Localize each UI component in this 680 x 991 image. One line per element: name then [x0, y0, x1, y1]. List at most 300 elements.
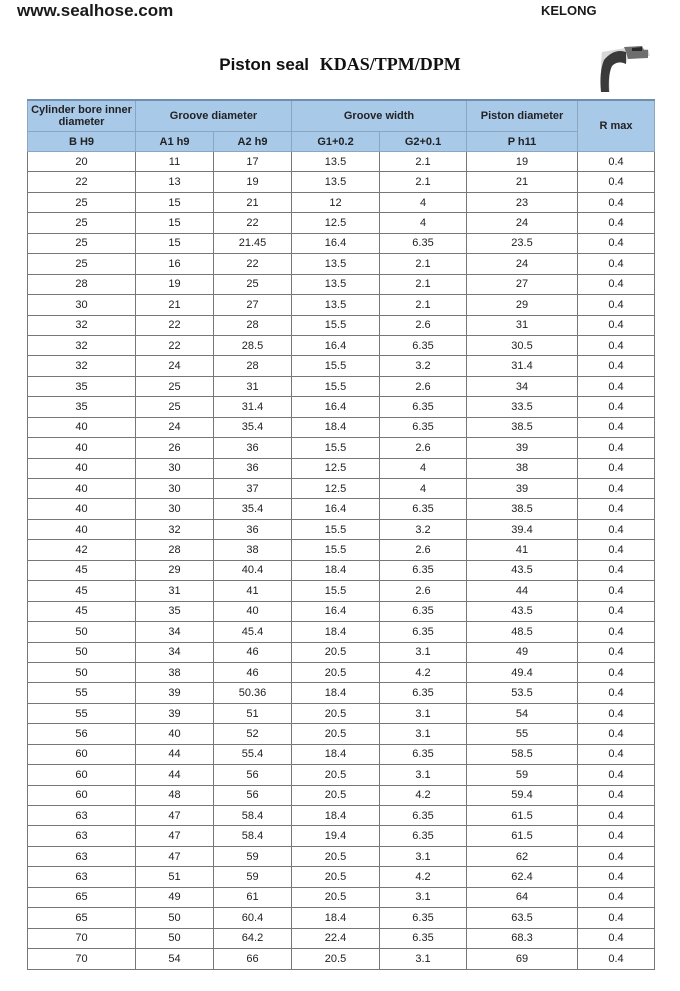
table-cell: 51 — [214, 703, 292, 723]
table-cell: 22 — [214, 254, 292, 274]
table-cell: 0.4 — [578, 887, 655, 907]
table-row — [28, 274, 655, 294]
table-cell: 55 — [467, 724, 578, 744]
table-cell: 22 — [136, 315, 214, 335]
table-cell: 16.4 — [292, 601, 380, 621]
table-cell: 16.4 — [292, 499, 380, 519]
table-cell: 60.4 — [214, 908, 292, 928]
table-cell: 15 — [136, 213, 214, 233]
table-cell: 0.4 — [578, 172, 655, 192]
table-cell: 30 — [136, 479, 214, 499]
table-cell: 39 — [467, 479, 578, 499]
table-cell: 2.6 — [380, 540, 467, 560]
table-cell: 43.5 — [467, 560, 578, 580]
table-cell: 22 — [28, 172, 136, 192]
table-cell: 61 — [214, 887, 292, 907]
table-row — [28, 519, 655, 539]
table-cell: 6.35 — [380, 335, 467, 355]
table-row — [28, 826, 655, 846]
table-cell: 65 — [28, 908, 136, 928]
table-cell: 16.4 — [292, 335, 380, 355]
table-cell: 62 — [467, 846, 578, 866]
table-cell: 2.1 — [380, 172, 467, 192]
table-cell: 63 — [28, 806, 136, 826]
table-cell: 0.4 — [578, 233, 655, 253]
table-row — [28, 233, 655, 253]
table-cell: 50 — [136, 928, 214, 948]
table-cell: 49 — [467, 642, 578, 662]
table-cell: 4.2 — [380, 867, 467, 887]
table-row — [28, 479, 655, 499]
table-row — [28, 785, 655, 805]
table-cell: 16.4 — [292, 397, 380, 417]
table-cell: 15 — [136, 192, 214, 212]
table-row — [28, 458, 655, 478]
table-row — [28, 438, 655, 458]
table-cell: 68.3 — [467, 928, 578, 948]
table-row — [28, 560, 655, 580]
table-cell: 20.5 — [292, 724, 380, 744]
table-cell: 3.1 — [380, 765, 467, 785]
table-cell: 47 — [136, 806, 214, 826]
table-cell: 20.5 — [292, 642, 380, 662]
table-cell: 39 — [136, 683, 214, 703]
table-cell: 70 — [28, 949, 136, 969]
table-row — [28, 417, 655, 437]
table-cell: 2.1 — [380, 274, 467, 294]
table-cell: 0.4 — [578, 417, 655, 437]
table-cell: 4.2 — [380, 662, 467, 682]
table-cell: 44 — [136, 744, 214, 764]
table-cell: 49 — [136, 887, 214, 907]
table-cell: 35.4 — [214, 499, 292, 519]
table-cell: 45 — [28, 581, 136, 601]
website-url: www.sealhose.com — [17, 1, 174, 20]
table-cell: 53.5 — [467, 683, 578, 703]
table-row — [28, 928, 655, 948]
table-cell: 13 — [136, 172, 214, 192]
table-cell: 0.4 — [578, 356, 655, 376]
table-cell: 12 — [292, 192, 380, 212]
table-cell: 18.4 — [292, 683, 380, 703]
table-row — [28, 315, 655, 335]
table-cell: 0.4 — [578, 642, 655, 662]
table-cell: 6.35 — [380, 908, 467, 928]
table-cell: 40 — [28, 519, 136, 539]
table-cell: 2.6 — [380, 581, 467, 601]
table-row — [28, 581, 655, 601]
table-cell: 23.5 — [467, 233, 578, 253]
table-cell: 2.1 — [380, 295, 467, 315]
table-cell: 0.4 — [578, 295, 655, 315]
table-cell: 45 — [28, 601, 136, 621]
header-r-max: R max — [578, 100, 655, 152]
table-cell: 36 — [214, 438, 292, 458]
table-cell: 25 — [28, 192, 136, 212]
table-row — [28, 192, 655, 212]
table-cell: 41 — [467, 540, 578, 560]
table-cell: 6.35 — [380, 622, 467, 642]
table-cell: 63.5 — [467, 908, 578, 928]
table-cell: 31 — [136, 581, 214, 601]
table-cell: 2.6 — [380, 315, 467, 335]
table-cell: 21 — [136, 295, 214, 315]
table-cell: 55 — [28, 703, 136, 723]
table-cell: 24 — [136, 417, 214, 437]
table-row — [28, 254, 655, 274]
table-cell: 32 — [28, 335, 136, 355]
header-piston-diameter: Piston diameter — [467, 100, 578, 132]
table-cell: 56 — [214, 785, 292, 805]
table-cell: 38 — [136, 662, 214, 682]
table-cell: 0.4 — [578, 744, 655, 764]
table-cell: 20.5 — [292, 765, 380, 785]
table-cell: 22.4 — [292, 928, 380, 948]
subheader-b-h9: B H9 — [28, 132, 136, 152]
table-cell: 13.5 — [292, 172, 380, 192]
table-cell: 4 — [380, 213, 467, 233]
table-row — [28, 622, 655, 642]
table-cell: 0.4 — [578, 683, 655, 703]
table-cell: 0.4 — [578, 519, 655, 539]
table-row — [28, 744, 655, 764]
table-cell: 49.4 — [467, 662, 578, 682]
table-cell: 15.5 — [292, 356, 380, 376]
table-cell: 37 — [214, 479, 292, 499]
table-cell: 20.5 — [292, 703, 380, 723]
subheader-g2: G2+0.1 — [380, 132, 467, 152]
table-cell: 0.4 — [578, 785, 655, 805]
table-cell: 40 — [28, 438, 136, 458]
table-cell: 0.4 — [578, 826, 655, 846]
table-row — [28, 397, 655, 417]
table-cell: 15 — [136, 233, 214, 253]
table-cell: 31.4 — [467, 356, 578, 376]
table-cell: 36 — [214, 519, 292, 539]
table-cell: 13.5 — [292, 152, 380, 172]
table-cell: 40 — [214, 601, 292, 621]
subheader-a1-h9: A1 h9 — [136, 132, 214, 152]
table-cell: 63 — [28, 846, 136, 866]
table-cell: 20.5 — [292, 846, 380, 866]
table-row — [28, 642, 655, 662]
table-cell: 0.4 — [578, 540, 655, 560]
table-row — [28, 806, 655, 826]
table-cell: 45.4 — [214, 622, 292, 642]
table-cell: 0.4 — [578, 662, 655, 682]
table-cell: 41 — [214, 581, 292, 601]
table-cell: 0.4 — [578, 560, 655, 580]
table-cell: 19 — [214, 172, 292, 192]
table-cell: 63 — [28, 867, 136, 887]
table-cell: 0.4 — [578, 376, 655, 396]
table-cell: 58.4 — [214, 826, 292, 846]
table-cell: 3.1 — [380, 642, 467, 662]
table-cell: 34 — [467, 376, 578, 396]
table-cell: 3.2 — [380, 519, 467, 539]
table-cell: 4 — [380, 479, 467, 499]
table-cell: 2.1 — [380, 254, 467, 274]
table-cell: 25 — [136, 397, 214, 417]
table-row — [28, 376, 655, 396]
table-cell: 13.5 — [292, 254, 380, 274]
table-cell: 18.4 — [292, 908, 380, 928]
table-cell: 20.5 — [292, 867, 380, 887]
subheader-a2-h9: A2 h9 — [214, 132, 292, 152]
table-cell: 6.35 — [380, 417, 467, 437]
table-cell: 4.2 — [380, 785, 467, 805]
table-cell: 13.5 — [292, 274, 380, 294]
table-cell: 35 — [136, 601, 214, 621]
table-cell: 4 — [380, 458, 467, 478]
table-cell: 59 — [214, 867, 292, 887]
table-cell: 56 — [28, 724, 136, 744]
table-cell: 39 — [467, 438, 578, 458]
table-cell: 0.4 — [578, 274, 655, 294]
table-cell: 30 — [136, 458, 214, 478]
table-cell: 35 — [28, 376, 136, 396]
table-cell: 25 — [28, 233, 136, 253]
table-cell: 16 — [136, 254, 214, 274]
table-cell: 40.4 — [214, 560, 292, 580]
table-cell: 22 — [136, 335, 214, 355]
table-cell: 50.36 — [214, 683, 292, 703]
table-cell: 35 — [28, 397, 136, 417]
table-cell: 30.5 — [467, 335, 578, 355]
table-cell: 18.4 — [292, 560, 380, 580]
table-row — [28, 601, 655, 621]
table-cell: 20 — [28, 152, 136, 172]
table-cell: 19.4 — [292, 826, 380, 846]
table-cell: 15.5 — [292, 315, 380, 335]
table-cell: 24 — [467, 213, 578, 233]
table-cell: 6.35 — [380, 806, 467, 826]
table-cell: 23 — [467, 192, 578, 212]
table-cell: 18.4 — [292, 806, 380, 826]
table-cell: 63 — [28, 826, 136, 846]
table-row — [28, 356, 655, 376]
table-cell: 15.5 — [292, 540, 380, 560]
table-cell: 25 — [28, 254, 136, 274]
table-cell: 32 — [28, 315, 136, 335]
table-cell: 31.4 — [214, 397, 292, 417]
table-cell: 59.4 — [467, 785, 578, 805]
table-cell: 20.5 — [292, 785, 380, 805]
table-row — [28, 213, 655, 233]
table-cell: 6.35 — [380, 928, 467, 948]
subheader-p-h11: P h11 — [467, 132, 578, 152]
table-cell: 21.45 — [214, 233, 292, 253]
table-cell: 16.4 — [292, 233, 380, 253]
piston-seal-profile-icon — [596, 38, 654, 94]
table-cell: 0.4 — [578, 949, 655, 969]
table-cell: 33.5 — [467, 397, 578, 417]
table-cell: 3.1 — [380, 887, 467, 907]
table-cell: 39 — [136, 703, 214, 723]
table-cell: 50 — [28, 622, 136, 642]
table-cell: 28 — [214, 356, 292, 376]
table-cell: 0.4 — [578, 152, 655, 172]
table-cell: 46 — [214, 662, 292, 682]
table-cell: 0.4 — [578, 397, 655, 417]
table-cell: 11 — [136, 152, 214, 172]
table-cell: 48.5 — [467, 622, 578, 642]
table-cell: 22 — [214, 213, 292, 233]
table-cell: 6.35 — [380, 499, 467, 519]
table-cell: 32 — [28, 356, 136, 376]
table-cell: 44 — [136, 765, 214, 785]
table-cell: 25 — [28, 213, 136, 233]
table-cell: 27 — [467, 274, 578, 294]
table-cell: 34 — [136, 622, 214, 642]
table-cell: 69 — [467, 949, 578, 969]
table-cell: 40 — [28, 417, 136, 437]
table-cell: 66 — [214, 949, 292, 969]
table-cell: 0.4 — [578, 581, 655, 601]
table-cell: 54 — [136, 949, 214, 969]
title-product-type: Piston seal — [219, 55, 310, 74]
table-cell: 64.2 — [214, 928, 292, 948]
table-cell: 28.5 — [214, 335, 292, 355]
table-cell: 21 — [467, 172, 578, 192]
table-cell: 18.4 — [292, 417, 380, 437]
table-cell: 25 — [136, 376, 214, 396]
table-cell: 6.35 — [380, 560, 467, 580]
table-cell: 35.4 — [214, 417, 292, 437]
table-cell: 58.5 — [467, 744, 578, 764]
subheader-g1: G1+0.2 — [292, 132, 380, 152]
table-cell: 6.35 — [380, 826, 467, 846]
table-cell: 0.4 — [578, 335, 655, 355]
table-row — [28, 683, 655, 703]
table-cell: 20.5 — [292, 887, 380, 907]
table-cell: 38 — [467, 458, 578, 478]
table-row — [28, 765, 655, 785]
table-cell: 62.4 — [467, 867, 578, 887]
table-cell: 30 — [136, 499, 214, 519]
table-cell: 38 — [214, 540, 292, 560]
table-cell: 20.5 — [292, 949, 380, 969]
table-cell: 0.4 — [578, 499, 655, 519]
table-row — [28, 724, 655, 744]
page-title — [0, 54, 680, 75]
table-cell: 31 — [214, 376, 292, 396]
table-cell: 52 — [214, 724, 292, 744]
table-cell: 0.4 — [578, 438, 655, 458]
table-cell: 28 — [136, 540, 214, 560]
table-cell: 47 — [136, 846, 214, 866]
table-cell: 0.4 — [578, 928, 655, 948]
table-cell: 46 — [214, 642, 292, 662]
table-cell: 12.5 — [292, 458, 380, 478]
table-cell: 0.4 — [578, 622, 655, 642]
table-cell: 40 — [28, 479, 136, 499]
table-cell: 60 — [28, 765, 136, 785]
table-cell: 0.4 — [578, 806, 655, 826]
table-cell: 44 — [467, 581, 578, 601]
table-cell: 15.5 — [292, 519, 380, 539]
table-body — [28, 152, 655, 970]
dimension-table — [27, 99, 655, 970]
table-cell: 0.4 — [578, 479, 655, 499]
table-cell: 6.35 — [380, 233, 467, 253]
table-cell: 20.5 — [292, 662, 380, 682]
table-cell: 6.35 — [380, 744, 467, 764]
table-cell: 26 — [136, 438, 214, 458]
table-cell: 70 — [28, 928, 136, 948]
table-row — [28, 949, 655, 969]
table-cell: 43.5 — [467, 601, 578, 621]
table-row — [28, 540, 655, 560]
table-cell: 36 — [214, 458, 292, 478]
table-cell: 61.5 — [467, 826, 578, 846]
table-cell: 0.4 — [578, 213, 655, 233]
table-cell: 6.35 — [380, 601, 467, 621]
header-groove-diameter: Groove diameter — [136, 100, 292, 132]
table-cell: 24 — [467, 254, 578, 274]
table-cell: 56 — [214, 765, 292, 785]
table-cell: 12.5 — [292, 479, 380, 499]
table-cell: 48 — [136, 785, 214, 805]
table-cell: 19 — [136, 274, 214, 294]
table-row — [28, 867, 655, 887]
table-cell: 21 — [214, 192, 292, 212]
table-cell: 45 — [28, 560, 136, 580]
table-cell: 28 — [214, 315, 292, 335]
table-cell: 3.1 — [380, 724, 467, 744]
table-cell: 38.5 — [467, 417, 578, 437]
table-row — [28, 703, 655, 723]
table-row — [28, 662, 655, 682]
table-cell: 29 — [136, 560, 214, 580]
table-cell: 6.35 — [380, 397, 467, 417]
table-cell: 50 — [28, 642, 136, 662]
table-cell: 24 — [136, 356, 214, 376]
table-cell: 0.4 — [578, 908, 655, 928]
table-cell: 0.4 — [578, 315, 655, 335]
table-cell: 2.6 — [380, 376, 467, 396]
table-row — [28, 172, 655, 192]
table-cell: 13.5 — [292, 295, 380, 315]
table-cell: 61.5 — [467, 806, 578, 826]
table-row — [28, 499, 655, 519]
table-cell: 31 — [467, 315, 578, 335]
table-cell: 25 — [214, 274, 292, 294]
table-cell: 40 — [28, 458, 136, 478]
table-cell: 47 — [136, 826, 214, 846]
table-cell: 28 — [28, 274, 136, 294]
table-cell: 39.4 — [467, 519, 578, 539]
table-cell: 18.4 — [292, 744, 380, 764]
table-cell: 0.4 — [578, 601, 655, 621]
table-cell: 0.4 — [578, 254, 655, 274]
table-cell: 17 — [214, 152, 292, 172]
table-cell: 19 — [467, 152, 578, 172]
table-cell: 0.4 — [578, 458, 655, 478]
table-row — [28, 887, 655, 907]
table-cell: 0.4 — [578, 724, 655, 744]
table-row — [28, 335, 655, 355]
table-cell: 0.4 — [578, 765, 655, 785]
table-cell: 15.5 — [292, 376, 380, 396]
table-cell: 15.5 — [292, 438, 380, 458]
table-cell: 64 — [467, 887, 578, 907]
table-cell: 50 — [28, 662, 136, 682]
table-row — [28, 846, 655, 866]
table-cell: 34 — [136, 642, 214, 662]
header-cylinder-bore: Cylinder bore inner diameter — [28, 100, 136, 132]
table-cell: 50 — [136, 908, 214, 928]
